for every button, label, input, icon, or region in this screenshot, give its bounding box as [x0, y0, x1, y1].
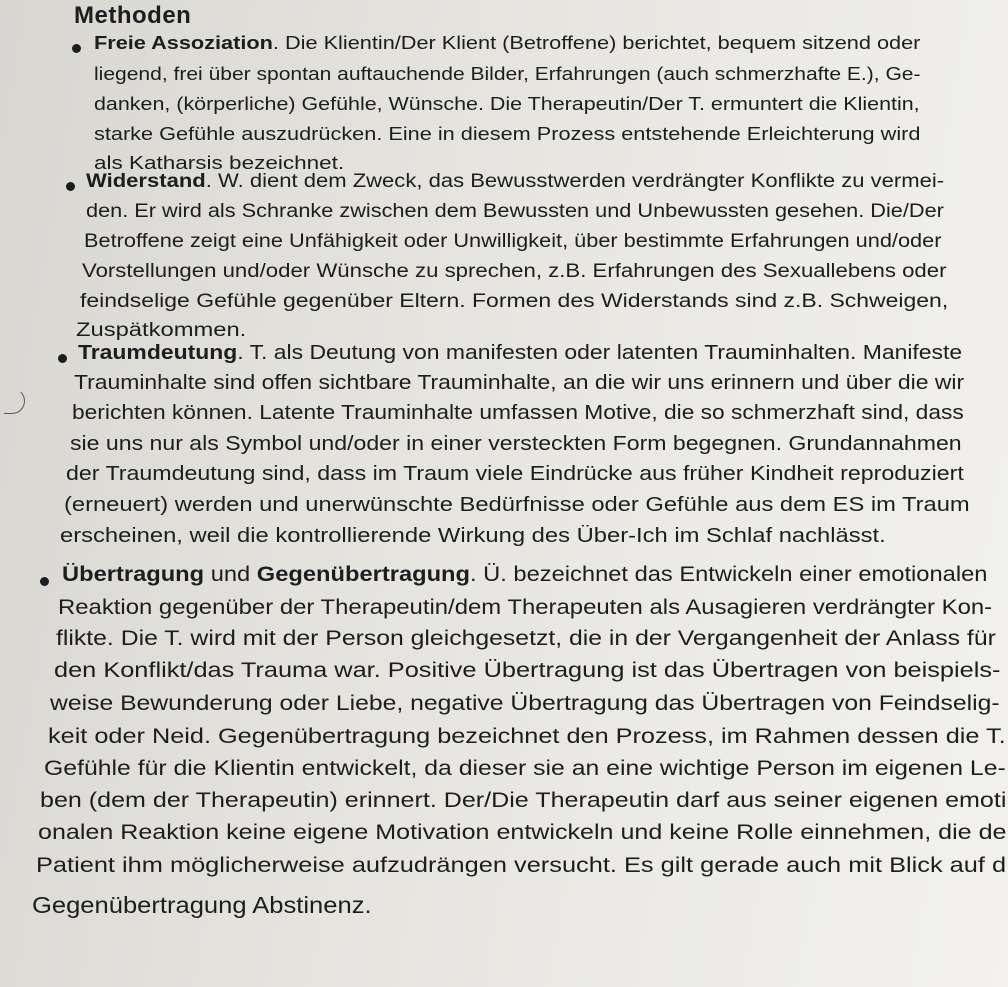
line-text: und — [204, 563, 257, 586]
text-line — [64, 495, 970, 515]
text-line — [44, 758, 1006, 779]
text-line — [60, 526, 886, 546]
term-label: Gegenübertragung — [256, 563, 470, 586]
text-line — [94, 95, 920, 113]
line-text: onalen Reaktion keine eigene Motivation entwickeln und keine Rolle einnehmen, die de — [38, 821, 1007, 844]
line-text: keit oder Neid. Gegenübertragung bezeichnet den Prozess, im Rahmen dessen die T. — [48, 725, 1006, 748]
text-line — [54, 660, 1000, 681]
term-label: Traumdeutung — [78, 342, 238, 364]
term-label: Übertragung — [62, 563, 205, 586]
line-text: den Konflikt/das Trauma war. Positive Übertragung ist das Übertragen von beispiels- — [54, 659, 1001, 682]
text-line — [86, 202, 944, 221]
line-text: . T. als Deutung von manifesten oder latenten Trauminhalten. Manifeste — [237, 342, 963, 364]
line-text: Gefühle für die Klientin entwickelt, da dieser sie an eine wichtige Person im eigenen Le- — [44, 757, 1006, 780]
text-line — [94, 34, 920, 52]
text-line — [40, 790, 1006, 811]
text-line — [82, 262, 946, 281]
line-text: berichten können. Latente Trauminhalte umfassen Motive, die so schmerzhaft sind, dass — [72, 402, 964, 424]
text-line — [38, 822, 1006, 843]
line-text: Zuspätkommen. — [76, 320, 247, 341]
line-text: . Ü. bezeichnet das Entwickeln einer emotionalen — [469, 563, 988, 586]
line-text: ben (dem der Therapeutin) erinnert. Der/Die Therapeutin darf aus seiner eigenen emoti — [40, 789, 1007, 812]
text-line — [76, 321, 246, 340]
line-text: Reaktion gegenüber der Therapeutin/dem Therapeuten als Ausagieren verdrängter Kon- — [58, 596, 993, 619]
line-text: Patient ihm möglicherweise aufzudrängen versucht. Es gilt gerade auch mit Blick auf d — [36, 854, 1007, 877]
bullet-icon — [40, 577, 49, 586]
line-text: . Die Klientin/Der Klient (Betroffene) berichtet, bequem sitzend oder — [272, 33, 921, 53]
text-line — [74, 373, 964, 393]
line-text: Betroffene zeigt eine Unfähigkeit oder Unwilligkeit, über bestimmte Erfahrungen und/oder — [84, 231, 942, 252]
line-text: (erneuert) werden und unerwünschte Bedürfnisse oder Gefühle aus dem ES im Traum — [64, 494, 970, 516]
line-text: liegend, frei über spontan auftauchende Bilder, Erfahrungen (auch schmerzhafte E.), Ge- — [94, 64, 921, 84]
text-line — [80, 292, 948, 311]
text-line — [94, 154, 344, 172]
text-line — [48, 726, 1006, 747]
text-line — [94, 65, 921, 83]
line-text: . W. dient dem Zweck, das Bewusstwerden verdrängter Konflikte zu vermei- — [205, 171, 945, 192]
term-label: Widerstand — [86, 171, 206, 192]
bullet-icon — [66, 182, 75, 191]
line-text: erscheinen, weil die kontrollierende Wirkung des Über-Ich im Schlaf nachlässt. — [60, 525, 886, 547]
line-text: Vorstellungen und/oder Wünsche zu sprechen, z.B. Erfahrungen des Sexuallebens oder — [82, 261, 947, 282]
text-line — [56, 628, 996, 649]
text-line — [86, 172, 944, 191]
line-text: der Traumdeutung sind, dass im Traum viele Eindrücke aus früher Kindheit reproduziert — [66, 463, 964, 485]
term-label: Freie Assoziation — [94, 33, 273, 53]
line-text: Trauminhalte sind offen sichtbare Trauminhalte, an die wir uns erinnern und über die wir — [74, 372, 965, 394]
line-text: starke Gefühle auszudrücken. Eine in diesem Prozess entstehende Erleichterung wird — [94, 124, 921, 144]
line-text: als Katharsis bezeichnet. — [94, 153, 345, 173]
line-text: sie uns nur als Symbol und/oder in einer versteckten Form begegnen. Grundannahmen — [70, 433, 962, 455]
section-heading: Methoden — [74, 2, 192, 29]
text-line — [32, 894, 372, 917]
line-text: den. Er wird als Schranke zwischen dem Bewussten und Unbewussten gesehen. Die/Der — [86, 201, 944, 222]
bullet-icon — [58, 354, 67, 363]
text-line — [50, 693, 1000, 714]
line-text: flikte. Die T. wird mit der Person gleichgesetzt, die in der Vergangenheit der Anlass für — [56, 627, 996, 650]
text-line — [72, 403, 964, 423]
text-line — [36, 855, 1006, 876]
text-line — [70, 434, 962, 454]
line-text: Gegenübertragung Abstinenz. — [32, 892, 372, 918]
line-text: feindselige Gefühle gegenüber Eltern. Formen des Widerstands sind z.B. Schweigen, — [80, 291, 949, 312]
text-line — [94, 125, 920, 143]
line-text: weise Bewunderung oder Liebe, negative Übertragung das Übertragen von Feindselig- — [50, 692, 1000, 715]
line-text: danken, (körperliche) Gefühle, Wünsche. Die Therapeutin/Der T. ermuntert die Klientin, — [94, 94, 920, 114]
bullet-icon — [72, 44, 81, 53]
text-line — [62, 564, 987, 585]
text-line — [84, 232, 941, 251]
text-line — [78, 343, 962, 363]
margin-pencil-mark — [4, 388, 25, 414]
text-line — [58, 597, 992, 618]
text-line — [66, 464, 964, 484]
